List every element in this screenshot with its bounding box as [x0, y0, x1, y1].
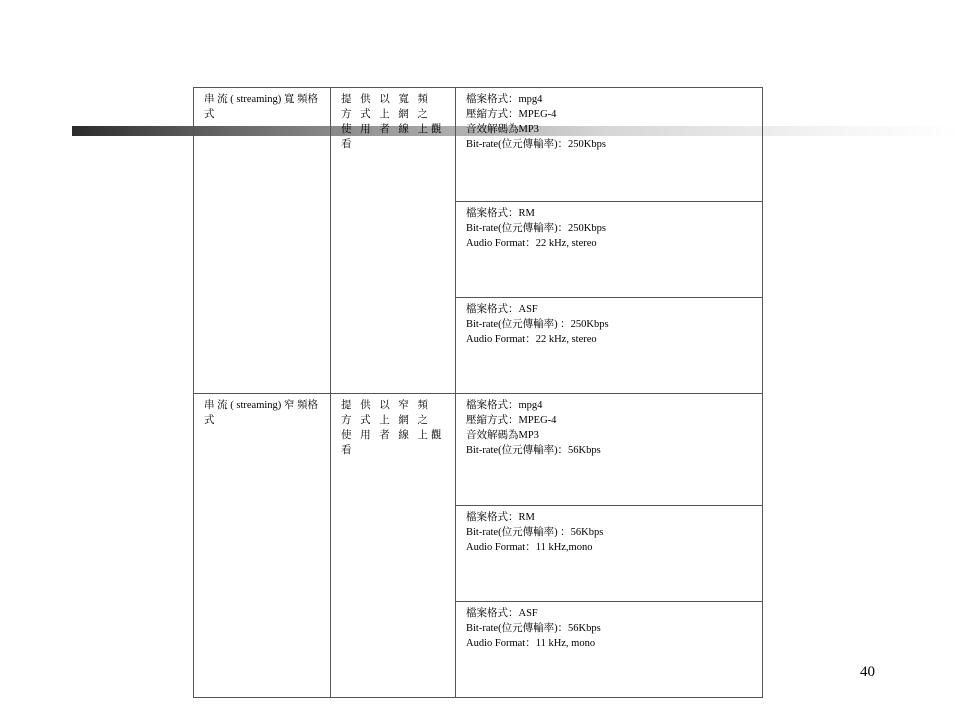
format-detail-line: Audio Format：22 kHz, stereo	[466, 238, 597, 249]
format-description-label: 提 供 以 窄 頻 方 式 上 網 之 使 用 者 線 上觀看	[341, 400, 445, 456]
format-detail-line: 檔案格式：mpg4	[466, 94, 543, 105]
format-detail-cell	[456, 298, 763, 394]
format-detail-line: Bit-rate(位元傳輸率) ：56Kbps	[466, 527, 604, 538]
format-detail-line: 檔案格式：RM	[466, 512, 535, 523]
format-type-cell	[194, 88, 331, 394]
format-description-cell	[331, 394, 456, 698]
format-detail-cell	[456, 202, 763, 298]
format-detail-line: Audio Format：11 kHz, mono	[466, 638, 596, 649]
format-detail-line: 檔案格式：ASF	[466, 304, 538, 315]
format-description-label: 提 供 以 寬 頻 方 式 上 網 之 使 用 者 線 上觀看	[341, 94, 445, 150]
format-detail-line: 檔案格式：RM	[466, 208, 535, 219]
format-detail-line: Bit-rate(位元傳輸率)：250Kbps	[466, 139, 606, 150]
format-detail-line: 壓縮方式：MPEG-4	[466, 109, 557, 120]
format-detail-cell	[456, 506, 763, 602]
table-row	[194, 394, 763, 506]
format-detail-line: Bit-rate(位元傳輸率)：56Kbps	[466, 445, 601, 456]
format-type-cell	[194, 394, 331, 698]
format-detail-cell	[456, 394, 763, 506]
format-detail-line: 音效解碼為MP3	[466, 430, 539, 441]
table-row	[194, 88, 763, 202]
streaming-format-table	[193, 87, 763, 698]
format-detail-line: Bit-rate(位元傳輸率) ：250Kbps	[466, 319, 609, 330]
format-detail-line: Audio Format：22 kHz, stereo	[466, 334, 597, 345]
format-detail-line: 檔案格式：mpg4	[466, 400, 543, 411]
format-description-cell	[331, 88, 456, 394]
format-detail-line: Audio Format：11 kHz,mono	[466, 542, 593, 553]
format-detail-line: Bit-rate(位元傳輸率)：250Kbps	[466, 223, 606, 234]
format-detail-line: 音效解碼為MP3	[466, 124, 539, 135]
format-detail-cell	[456, 88, 763, 202]
page-number: 40	[860, 664, 875, 680]
format-detail-cell	[456, 602, 763, 698]
format-detail-line: 壓縮方式：MPEG-4	[466, 415, 557, 426]
format-detail-line: 檔案格式：ASF	[466, 608, 538, 619]
format-type-label: 串 流 ( streaming) 窄 頻格式	[204, 400, 319, 426]
format-type-label: 串 流 ( streaming) 寬 頻格式	[204, 94, 319, 120]
format-detail-line: Bit-rate(位元傳輸率)：56Kbps	[466, 623, 601, 634]
